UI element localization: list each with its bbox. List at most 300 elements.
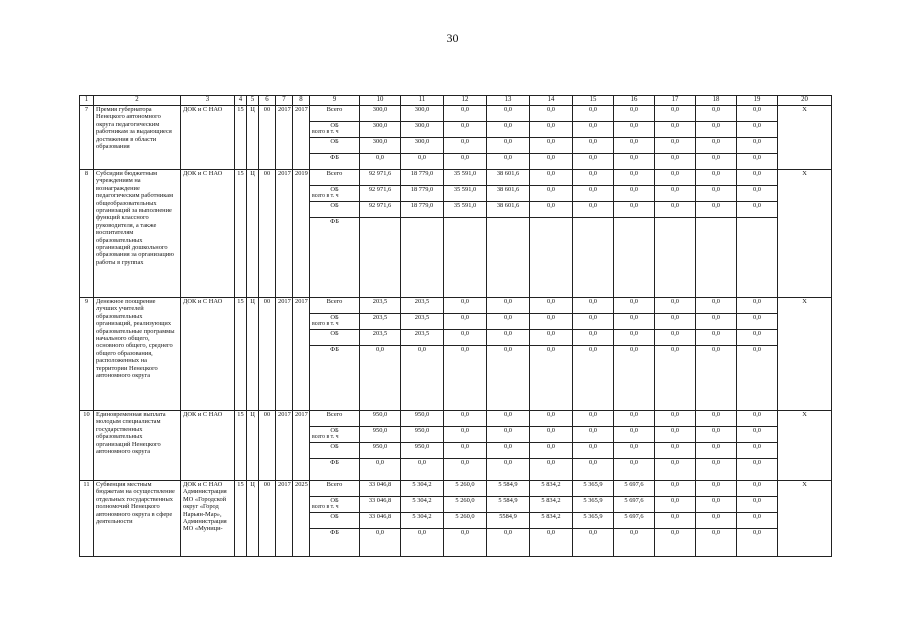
value-cell: 0,0 bbox=[401, 346, 444, 411]
header-cell: 11 bbox=[401, 96, 444, 106]
row-c6: 00 bbox=[259, 481, 276, 557]
row-c5: Ц bbox=[247, 106, 259, 170]
header-cell: 16 bbox=[614, 96, 655, 106]
value-cell: 0,0 bbox=[530, 459, 573, 481]
value-cell: 0,0 bbox=[696, 443, 737, 459]
source-label-cell bbox=[310, 218, 360, 298]
value-cell bbox=[401, 218, 444, 298]
value-cell: 38 601,6 bbox=[487, 186, 530, 202]
row-name: Единовременная выплата молодым специалистам государственных образовательных организаций Ненецкого автономного округа bbox=[94, 411, 181, 481]
value-cell: 18 779,0 bbox=[401, 186, 444, 202]
row-executor: ДОК и С НАО bbox=[181, 411, 235, 481]
source-label-cell bbox=[310, 330, 360, 346]
value-cell: 0,0 bbox=[360, 346, 401, 411]
value-cell: 0,0 bbox=[737, 330, 778, 346]
value-cell: 0,0 bbox=[360, 529, 401, 557]
source-label: ОБ bbox=[330, 497, 339, 504]
value-cell: 0,0 bbox=[737, 443, 778, 459]
value-cell: 0,0 bbox=[655, 529, 696, 557]
value-cell: 5 584,9 bbox=[487, 481, 530, 497]
value-cell bbox=[696, 218, 737, 298]
row-c20: Х bbox=[778, 106, 832, 170]
value-cell: 0,0 bbox=[487, 411, 530, 427]
value-cell: 0,0 bbox=[737, 529, 778, 557]
value-cell: 92 971,6 bbox=[360, 186, 401, 202]
value-cell: 0,0 bbox=[696, 138, 737, 154]
value-cell: 0,0 bbox=[530, 529, 573, 557]
source-label: ФБ bbox=[330, 346, 339, 353]
value-cell: 18 779,0 bbox=[401, 170, 444, 186]
value-cell: 0,0 bbox=[614, 427, 655, 443]
value-cell: 0,0 bbox=[696, 186, 737, 202]
source-note: всего в т. ч bbox=[312, 504, 339, 511]
value-cell: 0,0 bbox=[530, 298, 573, 314]
value-cell: 0,0 bbox=[573, 122, 614, 138]
value-cell: 0,0 bbox=[530, 346, 573, 411]
header-cell: 14 bbox=[530, 96, 573, 106]
row-c7: 2017 bbox=[276, 170, 293, 298]
value-cell: 33 046,8 bbox=[360, 481, 401, 497]
value-cell: 0,0 bbox=[530, 411, 573, 427]
row-c6: 00 bbox=[259, 170, 276, 298]
row-c7: 2017 bbox=[276, 481, 293, 557]
value-cell: 0,0 bbox=[655, 106, 696, 122]
value-cell: 0,0 bbox=[696, 298, 737, 314]
value-cell: 0,0 bbox=[737, 481, 778, 497]
value-cell: 38 601,6 bbox=[487, 202, 530, 218]
value-cell: 5 697,6 bbox=[614, 497, 655, 513]
row-c6: 00 bbox=[259, 298, 276, 411]
value-cell: 0,0 bbox=[573, 427, 614, 443]
value-cell: 0,0 bbox=[444, 443, 487, 459]
row-number: 11 bbox=[80, 481, 94, 557]
row-c8: 2017 bbox=[293, 106, 310, 170]
value-cell bbox=[487, 218, 530, 298]
value-cell: 5 584,9 bbox=[487, 497, 530, 513]
source-label: ОБ bbox=[330, 443, 339, 450]
value-cell: 5 365,9 bbox=[573, 513, 614, 529]
header-cell: 17 bbox=[655, 96, 696, 106]
value-cell: 0,0 bbox=[614, 122, 655, 138]
source-label-cell bbox=[310, 122, 360, 138]
source-label-cell bbox=[310, 529, 360, 557]
value-cell: 0,0 bbox=[655, 154, 696, 170]
value-cell: 0,0 bbox=[573, 202, 614, 218]
value-cell: 0,0 bbox=[573, 459, 614, 481]
value-cell: 0,0 bbox=[444, 427, 487, 443]
value-cell: 0,0 bbox=[573, 346, 614, 411]
value-cell: 0,0 bbox=[487, 154, 530, 170]
source-label-cell bbox=[310, 427, 360, 443]
value-cell bbox=[737, 218, 778, 298]
value-cell: 0,0 bbox=[655, 497, 696, 513]
value-cell: 0,0 bbox=[696, 513, 737, 529]
value-cell: 5 834,2 bbox=[530, 497, 573, 513]
value-cell: 0,0 bbox=[614, 443, 655, 459]
value-cell: 0,0 bbox=[614, 298, 655, 314]
value-cell: 0,0 bbox=[655, 314, 696, 330]
row-executor: ДОК и С НАО bbox=[181, 106, 235, 170]
value-cell: 0,0 bbox=[614, 314, 655, 330]
source-note: всего в т. ч bbox=[312, 129, 339, 136]
value-cell: 0,0 bbox=[614, 330, 655, 346]
value-cell: 0,0 bbox=[530, 106, 573, 122]
value-cell: 0,0 bbox=[737, 202, 778, 218]
row-c4: 15 bbox=[235, 481, 247, 557]
source-label-cell bbox=[310, 443, 360, 459]
value-cell: 0,0 bbox=[530, 314, 573, 330]
table-row bbox=[80, 298, 832, 314]
value-cell: 0,0 bbox=[444, 122, 487, 138]
value-cell: 0,0 bbox=[696, 346, 737, 411]
header-cell: 20 bbox=[778, 96, 832, 106]
value-cell: 5 834,2 bbox=[530, 513, 573, 529]
value-cell bbox=[444, 218, 487, 298]
header-cell: 2 bbox=[94, 96, 181, 106]
value-cell: 950,0 bbox=[401, 443, 444, 459]
value-cell: 0,0 bbox=[696, 122, 737, 138]
value-cell: 300,0 bbox=[401, 122, 444, 138]
header-cell: 7 bbox=[276, 96, 293, 106]
value-cell bbox=[530, 218, 573, 298]
value-cell: 0,0 bbox=[487, 138, 530, 154]
row-name: Субвенция местным бюджетам на осуществление отдельных государственных полномочий Ненецкого автономного округа в сфере деятельности bbox=[94, 481, 181, 557]
value-cell: 0,0 bbox=[696, 411, 737, 427]
row-c5: Ц bbox=[247, 298, 259, 411]
header-cell: 4 bbox=[235, 96, 247, 106]
value-cell: 0,0 bbox=[530, 202, 573, 218]
value-cell: 0,0 bbox=[530, 122, 573, 138]
page-number: 30 bbox=[446, 31, 459, 45]
value-cell: 0,0 bbox=[487, 427, 530, 443]
value-cell: 0,0 bbox=[737, 154, 778, 170]
value-cell: 0,0 bbox=[737, 106, 778, 122]
value-cell: 0,0 bbox=[655, 459, 696, 481]
value-cell: 5 260,0 bbox=[444, 481, 487, 497]
value-cell: 0,0 bbox=[530, 138, 573, 154]
value-cell: 0,0 bbox=[655, 427, 696, 443]
value-cell: 92 971,6 bbox=[360, 170, 401, 186]
value-cell: 0,0 bbox=[444, 459, 487, 481]
value-cell: 33 046,8 bbox=[360, 497, 401, 513]
source-note: всего в т. ч bbox=[312, 321, 339, 328]
source-label: ФБ bbox=[330, 154, 339, 161]
value-cell: 0,0 bbox=[401, 529, 444, 557]
value-cell: 5 697,6 bbox=[614, 513, 655, 529]
header-cell: 15 bbox=[573, 96, 614, 106]
value-cell: 203,5 bbox=[401, 298, 444, 314]
value-cell: 0,0 bbox=[530, 427, 573, 443]
table-row bbox=[80, 106, 832, 122]
value-cell: 35 591,0 bbox=[444, 202, 487, 218]
value-cell bbox=[614, 218, 655, 298]
value-cell: 0,0 bbox=[573, 298, 614, 314]
value-cell: 0,0 bbox=[614, 170, 655, 186]
header-cell: 19 bbox=[737, 96, 778, 106]
source-label: ОБ bbox=[330, 427, 339, 434]
value-cell: 0,0 bbox=[530, 154, 573, 170]
value-cell: 0,0 bbox=[573, 443, 614, 459]
header-cell: 1 bbox=[80, 96, 94, 106]
value-cell: 0,0 bbox=[655, 138, 696, 154]
header-cell: 10 bbox=[360, 96, 401, 106]
source-label-cell bbox=[310, 346, 360, 411]
value-cell: 0,0 bbox=[444, 106, 487, 122]
value-cell: 0,0 bbox=[530, 443, 573, 459]
row-c6: 00 bbox=[259, 106, 276, 170]
value-cell bbox=[573, 218, 614, 298]
value-cell: 33 046,8 bbox=[360, 513, 401, 529]
value-cell: 5 365,9 bbox=[573, 481, 614, 497]
value-cell: 0,0 bbox=[444, 330, 487, 346]
header-cell: 5 bbox=[247, 96, 259, 106]
row-name: Денежное поощрение лучших учителей образовательных организаций, реализующих образовательные программы начального общего, основного общего, среднего общего образования, расположенных на территории Ненецкого автономного округа bbox=[94, 298, 181, 411]
row-name: Премия губернатора Ненецкого автономного округа педагогическим работникам за выдающиеся достижения в области образования bbox=[94, 106, 181, 170]
value-cell: 0,0 bbox=[573, 170, 614, 186]
source-label: ОБ bbox=[330, 513, 339, 520]
value-cell: 0,0 bbox=[696, 529, 737, 557]
value-cell: 5 697,6 bbox=[614, 481, 655, 497]
value-cell: 5584,9 bbox=[487, 513, 530, 529]
source-label: ФБ bbox=[330, 529, 339, 536]
value-cell: 0,0 bbox=[737, 298, 778, 314]
header-cell: 13 bbox=[487, 96, 530, 106]
value-cell: 203,5 bbox=[401, 330, 444, 346]
value-cell: 300,0 bbox=[401, 138, 444, 154]
row-c5: Ц bbox=[247, 170, 259, 298]
source-label: ОБ bbox=[330, 138, 339, 145]
value-cell: 0,0 bbox=[614, 106, 655, 122]
value-cell: 0,0 bbox=[487, 443, 530, 459]
row-c4: 15 bbox=[235, 170, 247, 298]
value-cell: 0,0 bbox=[487, 459, 530, 481]
source-label-cell bbox=[310, 202, 360, 218]
row-c4: 15 bbox=[235, 106, 247, 170]
value-cell: 0,0 bbox=[573, 330, 614, 346]
value-cell: 0,0 bbox=[737, 497, 778, 513]
value-cell: 0,0 bbox=[487, 346, 530, 411]
source-label: Всего bbox=[326, 411, 343, 418]
row-c4: 15 bbox=[235, 411, 247, 481]
value-cell: 0,0 bbox=[614, 154, 655, 170]
source-label-cell bbox=[310, 186, 360, 202]
value-cell: 0,0 bbox=[737, 138, 778, 154]
source-label: ОБ bbox=[330, 186, 339, 193]
value-cell: 0,0 bbox=[401, 154, 444, 170]
source-label: ОБ bbox=[330, 330, 339, 337]
value-cell: 0,0 bbox=[614, 202, 655, 218]
table-row bbox=[80, 411, 832, 427]
value-cell: 0,0 bbox=[360, 154, 401, 170]
value-cell: 0,0 bbox=[573, 138, 614, 154]
row-c4: 15 bbox=[235, 298, 247, 411]
value-cell: 0,0 bbox=[444, 346, 487, 411]
source-label-cell bbox=[310, 459, 360, 481]
value-cell: 0,0 bbox=[655, 513, 696, 529]
row-c20: Х bbox=[778, 411, 832, 481]
value-cell: 5 260,0 bbox=[444, 513, 487, 529]
value-cell: 5 365,9 bbox=[573, 497, 614, 513]
value-cell: 35 591,0 bbox=[444, 186, 487, 202]
value-cell: 0,0 bbox=[487, 330, 530, 346]
row-c20: Х bbox=[778, 170, 832, 298]
row-number: 7 bbox=[80, 106, 94, 170]
value-cell: 0,0 bbox=[444, 138, 487, 154]
header-cell: 8 bbox=[293, 96, 310, 106]
row-c8: 2017 bbox=[293, 298, 310, 411]
value-cell: 0,0 bbox=[737, 427, 778, 443]
row-c7: 2017 bbox=[276, 411, 293, 481]
row-c20: Х bbox=[778, 481, 832, 557]
source-label-cell bbox=[310, 106, 360, 122]
value-cell: 18 779,0 bbox=[401, 202, 444, 218]
header-row bbox=[80, 96, 832, 106]
value-cell: 950,0 bbox=[360, 411, 401, 427]
value-cell: 5 304,2 bbox=[401, 513, 444, 529]
value-cell: 0,0 bbox=[696, 427, 737, 443]
value-cell: 203,5 bbox=[360, 314, 401, 330]
source-label-cell bbox=[310, 138, 360, 154]
value-cell: 0,0 bbox=[655, 411, 696, 427]
value-cell: 300,0 bbox=[360, 138, 401, 154]
source-label-cell bbox=[310, 481, 360, 497]
value-cell: 300,0 bbox=[401, 106, 444, 122]
value-cell: 0,0 bbox=[444, 154, 487, 170]
source-label: ОБ bbox=[330, 122, 339, 129]
row-c5: Ц bbox=[247, 481, 259, 557]
source-label: Всего bbox=[326, 298, 343, 305]
header-cell: 6 bbox=[259, 96, 276, 106]
value-cell: 0,0 bbox=[530, 170, 573, 186]
value-cell: 0,0 bbox=[530, 186, 573, 202]
source-label: ОБ bbox=[330, 202, 339, 209]
source-label: Всего bbox=[326, 106, 343, 113]
value-cell: 0,0 bbox=[655, 202, 696, 218]
value-cell: 0,0 bbox=[444, 411, 487, 427]
row-c8: 2019 bbox=[293, 170, 310, 298]
program-table bbox=[79, 95, 832, 557]
value-cell: 0,0 bbox=[655, 346, 696, 411]
row-c8: 2025 bbox=[293, 481, 310, 557]
value-cell: 0,0 bbox=[444, 314, 487, 330]
value-cell: 0,0 bbox=[614, 459, 655, 481]
value-cell: 300,0 bbox=[360, 122, 401, 138]
source-label-cell bbox=[310, 497, 360, 513]
source-label-cell bbox=[310, 411, 360, 427]
row-number: 8 bbox=[80, 170, 94, 298]
value-cell: 0,0 bbox=[573, 106, 614, 122]
value-cell: 0,0 bbox=[696, 481, 737, 497]
source-note: всего в т. ч bbox=[312, 434, 339, 441]
value-cell: 0,0 bbox=[655, 330, 696, 346]
value-cell: 0,0 bbox=[696, 202, 737, 218]
value-cell: 5 834,2 bbox=[530, 481, 573, 497]
value-cell: 0,0 bbox=[696, 330, 737, 346]
source-label: ФБ bbox=[330, 459, 339, 466]
value-cell: 0,0 bbox=[614, 186, 655, 202]
value-cell: 0,0 bbox=[573, 154, 614, 170]
value-cell: 0,0 bbox=[737, 186, 778, 202]
value-cell: 0,0 bbox=[655, 186, 696, 202]
value-cell bbox=[655, 218, 696, 298]
value-cell: 0,0 bbox=[737, 170, 778, 186]
value-cell: 203,5 bbox=[360, 330, 401, 346]
value-cell: 0,0 bbox=[614, 529, 655, 557]
row-executor: ДОК и С НАО bbox=[181, 170, 235, 298]
source-label: Всего bbox=[326, 481, 343, 488]
table-row bbox=[80, 170, 832, 186]
row-c20: Х bbox=[778, 298, 832, 411]
value-cell: 35 591,0 bbox=[444, 170, 487, 186]
value-cell: 0,0 bbox=[737, 346, 778, 411]
value-cell: 0,0 bbox=[573, 186, 614, 202]
value-cell: 0,0 bbox=[655, 170, 696, 186]
row-name: Субсидии бюджетным учреждениям на вознаграждение педагогическим работникам общеобразовательных организаций за выполнение функций классного руководителя, а также воспитателям образовательных организаций дошкольного образования за организацию работы в группах bbox=[94, 170, 181, 298]
header-cell: 9 bbox=[310, 96, 360, 106]
row-c7: 2017 bbox=[276, 298, 293, 411]
value-cell: 0,0 bbox=[573, 314, 614, 330]
value-cell: 300,0 bbox=[360, 106, 401, 122]
value-cell: 0,0 bbox=[655, 443, 696, 459]
row-executor: ДОК и С НАО Администрация МО «Городской округ «Город Нарьян-Мар», Администрация МО «Муници- bbox=[181, 481, 235, 557]
value-cell: 0,0 bbox=[487, 298, 530, 314]
value-cell: 0,0 bbox=[696, 170, 737, 186]
value-cell: 0,0 bbox=[737, 314, 778, 330]
value-cell: 0,0 bbox=[696, 154, 737, 170]
value-cell: 203,5 bbox=[401, 314, 444, 330]
row-c6: 00 bbox=[259, 411, 276, 481]
value-cell: 0,0 bbox=[737, 411, 778, 427]
row-c5: Ц bbox=[247, 411, 259, 481]
source-label: Всего bbox=[326, 170, 343, 177]
value-cell: 5 260,0 bbox=[444, 497, 487, 513]
value-cell: 0,0 bbox=[360, 459, 401, 481]
value-cell: 0,0 bbox=[573, 529, 614, 557]
value-cell: 0,0 bbox=[530, 330, 573, 346]
value-cell: 0,0 bbox=[444, 529, 487, 557]
value-cell: 0,0 bbox=[737, 459, 778, 481]
value-cell: 950,0 bbox=[401, 427, 444, 443]
value-cell: 0,0 bbox=[696, 459, 737, 481]
header-cell: 3 bbox=[181, 96, 235, 106]
value-cell: 0,0 bbox=[696, 106, 737, 122]
value-cell: 0,0 bbox=[655, 298, 696, 314]
source-label-cell bbox=[310, 513, 360, 529]
source-note: всего в т. ч bbox=[312, 193, 339, 200]
row-c8: 2017 bbox=[293, 411, 310, 481]
value-cell: 0,0 bbox=[655, 122, 696, 138]
row-executor: ДОК и С НАО bbox=[181, 298, 235, 411]
value-cell: 5 304,2 bbox=[401, 481, 444, 497]
value-cell: 203,5 bbox=[360, 298, 401, 314]
value-cell: 0,0 bbox=[614, 346, 655, 411]
source-label-cell bbox=[310, 154, 360, 170]
value-cell: 0,0 bbox=[487, 314, 530, 330]
value-cell bbox=[360, 218, 401, 298]
source-label-cell bbox=[310, 314, 360, 330]
value-cell: 92 971,6 bbox=[360, 202, 401, 218]
value-cell: 5 304,2 bbox=[401, 497, 444, 513]
value-cell: 0,0 bbox=[487, 122, 530, 138]
value-cell: 950,0 bbox=[401, 411, 444, 427]
value-cell: 0,0 bbox=[655, 481, 696, 497]
row-number: 10 bbox=[80, 411, 94, 481]
value-cell: 0,0 bbox=[737, 122, 778, 138]
header-cell: 18 bbox=[696, 96, 737, 106]
row-c7: 2017 bbox=[276, 106, 293, 170]
value-cell: 0,0 bbox=[737, 513, 778, 529]
value-cell: 0,0 bbox=[487, 106, 530, 122]
